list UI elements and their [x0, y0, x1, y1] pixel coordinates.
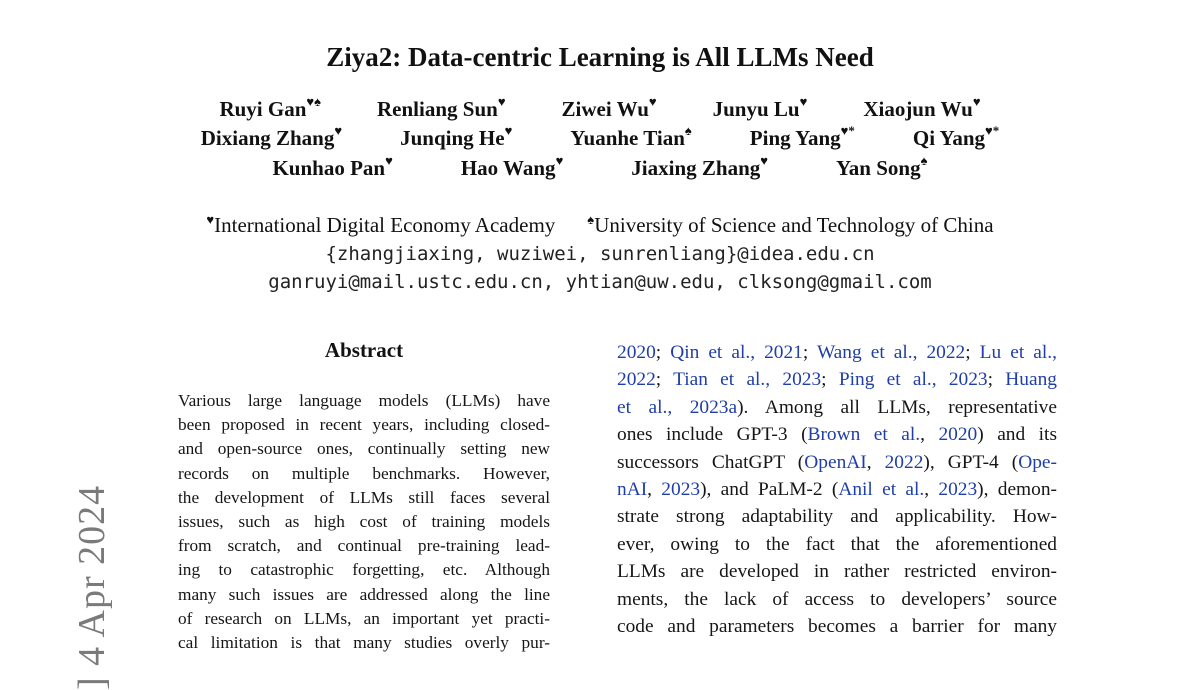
- email-line: {zhangjiaxing, wuziwei, sunrenliang}@idea.edu.cn: [325, 243, 875, 265]
- citation-link[interactable]: 2023: [938, 479, 978, 501]
- citation-link[interactable]: Huang: [1005, 369, 1057, 391]
- citation-link[interactable]: 2020: [617, 342, 656, 363]
- text-line: many such issues are addressed along the line: [178, 584, 550, 604]
- citation-link[interactable]: Anil et al.: [838, 479, 925, 501]
- affiliation-mark: ♠: [587, 212, 595, 227]
- text-line: of research on LLMs, an important yet practi-: [178, 608, 550, 628]
- author: Qi Yang♥*: [912, 123, 1000, 150]
- citation-link[interactable]: 2023: [661, 479, 701, 501]
- author: Jiaxing Zhang♥: [631, 153, 768, 180]
- citation-link[interactable]: Wang et al., 2022: [816, 342, 966, 363]
- introduction-text: [617, 339, 1057, 640]
- author-row: [0, 123, 1200, 151]
- text-line: strate strong adaptability and applicability. How-: [617, 506, 1057, 528]
- author: Ziwei Wu♥: [561, 94, 657, 121]
- text-line: the development of LLMs still faces several: [178, 487, 550, 507]
- author: Hao Wang♥: [460, 153, 564, 180]
- author: Dixiang Zhang♥: [200, 123, 343, 150]
- author: Xiaojun Wu♥: [863, 94, 981, 121]
- text-line: successors ChatGPT (OpenAI, 2022), GPT-4 (Ope-: [617, 451, 1057, 473]
- author-row: [0, 153, 1200, 181]
- affiliations: [0, 212, 1200, 238]
- arxiv-side-stamp: ] 4 Apr 2024: [71, 484, 113, 690]
- citation-link[interactable]: et al., 2023a: [617, 396, 738, 418]
- author: Kunhao Pan♥: [272, 153, 393, 180]
- author: Yan Song♠: [835, 153, 928, 180]
- citation-link[interactable]: 2022: [617, 369, 656, 391]
- citation-link[interactable]: Qin et al., 2021: [670, 342, 803, 363]
- paper-title: Ziya2: Data-centric Learning is All LLMs Need: [326, 42, 874, 72]
- text-line: cal limitation is that many studies overly pur-: [178, 633, 550, 653]
- text-line: ever, owing to the fact that the aforementioned: [617, 533, 1057, 555]
- text-line: 2020; Qin et al., 2021; Wang et al., 2022; Lu et al.,: [617, 342, 1057, 363]
- text-line: records on multiple benchmarks. However,: [178, 463, 550, 483]
- citation-link[interactable]: 2022: [884, 451, 924, 473]
- text-line: code and parameters becomes a barrier for many: [617, 616, 1057, 638]
- citation-link[interactable]: nAI: [617, 479, 648, 501]
- citation-link[interactable]: Lu et al.,: [979, 342, 1057, 363]
- text-line: 2022; Tian et al., 2023; Ping et al., 2023; Huang: [617, 369, 1057, 391]
- text-line: nAI, 2023), and PaLM-2 (Anil et al., 2023), demon-: [617, 479, 1057, 501]
- email-line: ganruyi@mail.ustc.edu.cn, yhtian@uw.edu, clksong@gmail.com: [268, 271, 932, 293]
- author-row: [0, 94, 1200, 122]
- author: Junqing He♥: [400, 123, 513, 150]
- author: Junyu Lu♥: [712, 94, 808, 121]
- text-line: Various large language models (LLMs) have: [178, 391, 550, 410]
- citation-link[interactable]: Ping et al., 2023: [838, 369, 988, 391]
- citation-link[interactable]: Brown et al.: [807, 424, 921, 446]
- affiliation-mark: ♥: [206, 212, 215, 227]
- affiliation: International Digital Economy Academy: [214, 213, 556, 237]
- abstract-heading: Abstract: [324, 338, 404, 362]
- text-line: ments, the lack of access to developers’ source: [617, 588, 1057, 610]
- affiliation: University of Science and Technology of China: [594, 213, 994, 237]
- text-line: LLMs are developed in rather restricted environ-: [617, 561, 1057, 583]
- text-line: issues, such as high cost of training models: [178, 512, 550, 532]
- author: Renliang Sun♥: [377, 94, 506, 121]
- author: Yuanhe Tian♠: [570, 123, 692, 150]
- author: Ping Yang♥*: [749, 123, 855, 150]
- text-line: from scratch, and continual pre-training lead-: [178, 536, 550, 556]
- citation-link[interactable]: 2020: [938, 424, 978, 446]
- text-line: ones include GPT-3 (Brown et al., 2020) and its: [617, 424, 1057, 446]
- citation-link[interactable]: Ope-: [1018, 451, 1057, 473]
- text-line: ing to catastrophic forgetting, etc. Although: [178, 560, 550, 580]
- author: Ruyi Gan♥♠: [219, 94, 322, 121]
- citation-link[interactable]: Tian et al., 2023: [673, 369, 822, 391]
- citation-link[interactable]: OpenAI: [804, 451, 867, 473]
- text-line: et al., 2023a). Among all LLMs, representative: [617, 396, 1057, 418]
- abstract-body: [178, 389, 550, 655]
- text-line: and open-source ones, continually setting new: [178, 439, 550, 459]
- text-line: been proposed in recent years, including closed-: [178, 415, 550, 435]
